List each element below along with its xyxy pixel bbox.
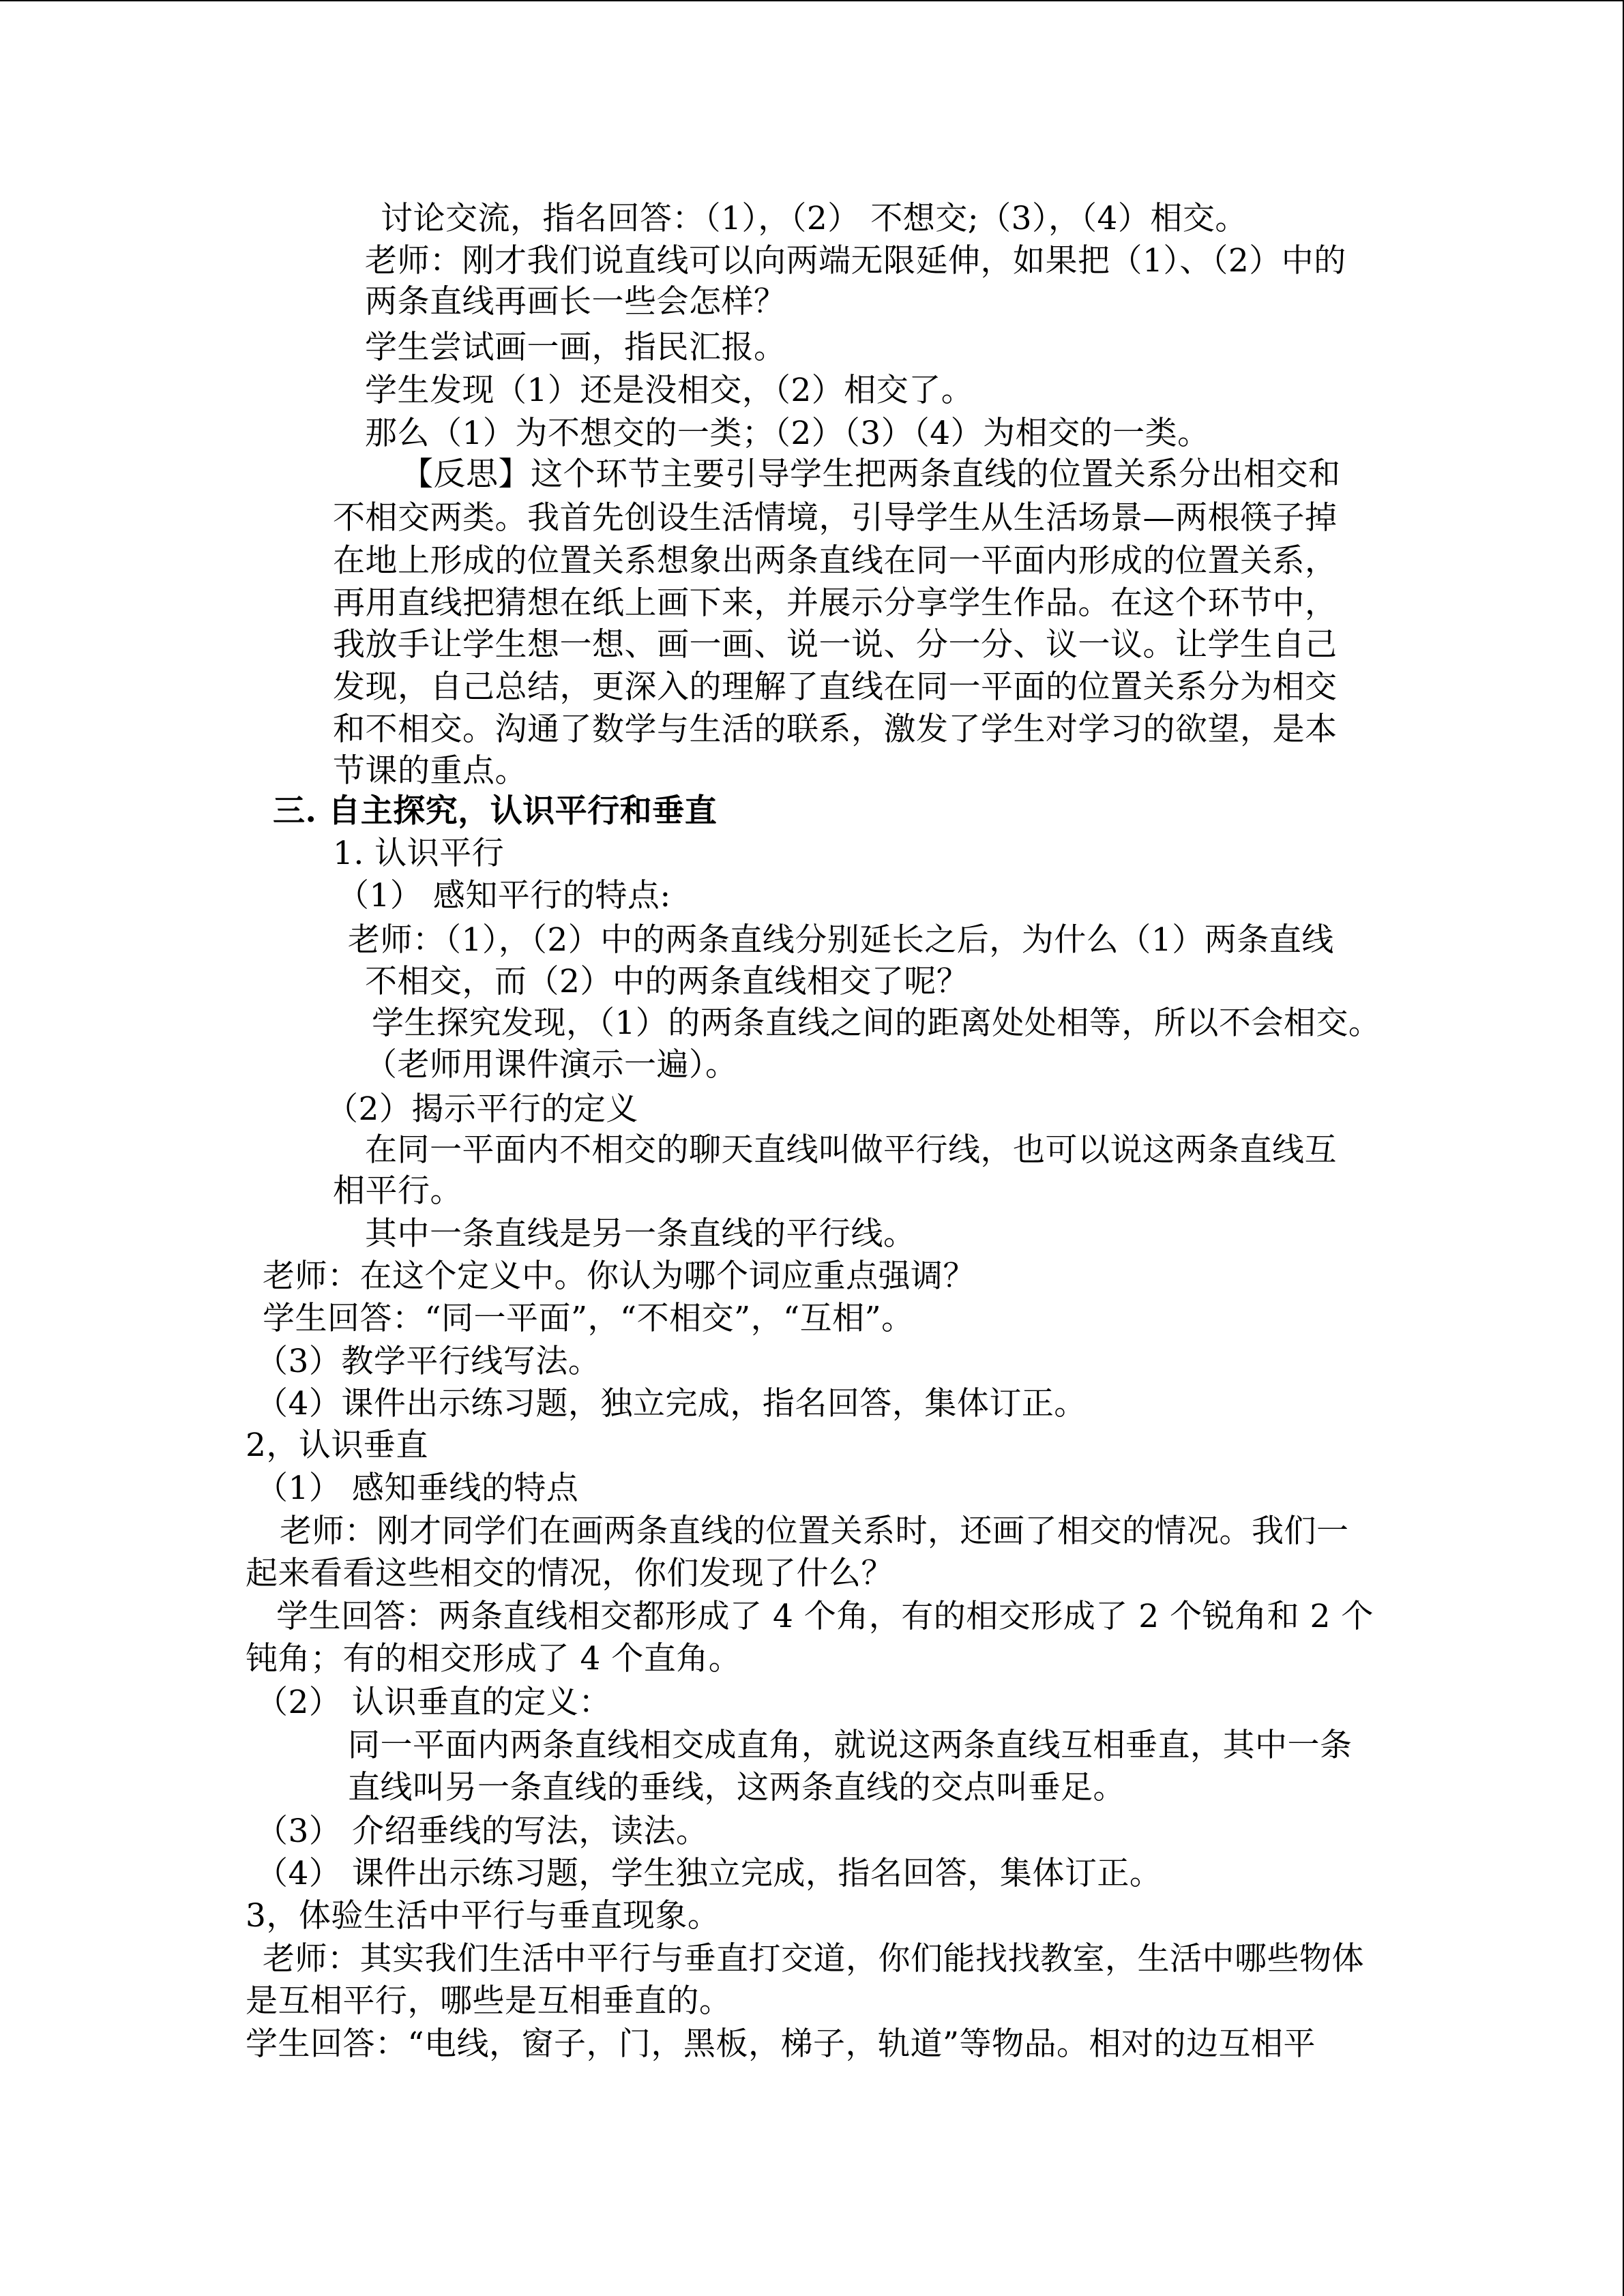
text-line-37: 同一平面内两条直线相交成直角，就说这两条直线互相垂直，其中一条	[348, 1727, 1353, 1764]
text-line-33: 起来看看这些相交的情况，你们发现了什么？	[246, 1555, 894, 1592]
text-line-20: 学生探究发现，（1）的两条直线之间的距离处处相等，所以不会相交。	[372, 1004, 1381, 1042]
text-line-3: 两条直线再画长一些会怎样？	[365, 283, 786, 320]
text-line-13: 和不相交。沟通了数学与生活的联系，激发了学生对学习的欲望，是本	[333, 711, 1338, 748]
text-line-38: 直线叫另一条直线的垂线，这两条直线的交点叫垂足。	[348, 1769, 1125, 1806]
text-line-12: 发现，自己总结，更深入的理解了直线在同一平面的位置关系分为相交	[333, 668, 1338, 706]
text-line-24: 相平行。	[333, 1172, 462, 1210]
text-line-2: 老师：刚才我们说直线可以向两端无限延伸，如果把（1）、（2）中的	[365, 242, 1346, 280]
text-line-27: 学生回答：“同一平面”，“不相交”，“互相”。	[263, 1300, 914, 1337]
text-line-14: 节课的重点。	[333, 752, 527, 790]
text-line-30: 2，认识垂直	[246, 1427, 428, 1464]
text-line-4: 学生尝试画一画，指民汇报。	[365, 329, 786, 366]
text-line-28: （3）教学平行线写法。	[256, 1343, 601, 1380]
section-heading-3: 三. 自主探究，认识平行和垂直	[273, 792, 718, 830]
text-line-35: 钝角；有的相交形成了 4 个直角。	[246, 1640, 741, 1678]
text-line-18: 老师：（1），（2）中的两条直线分别延长之后，为什么（1）两条直线	[348, 921, 1334, 959]
text-line-5: 学生发现（1）还是没相交，（2）相交了。	[365, 372, 974, 409]
text-line-36: （2） 认识垂直的定义：	[256, 1684, 611, 1721]
text-line-6: 那么（1）为不想交的一类；（2）（3）（4）为相交的一类。	[365, 415, 1210, 452]
text-line-1: 讨论交流，指名回答：（1），（2） 不想交;（3），（4）相交。	[381, 200, 1247, 237]
text-line-41: 3，体验生活中平行与垂直现象。	[246, 1897, 720, 1935]
text-line-25: 其中一条直线是另一条直线的平行线。	[365, 1215, 916, 1253]
text-line-23: 在同一平面内不相交的聊天直线叫做平行线，也可以说这两条直线互	[365, 1131, 1337, 1169]
text-line-31: （1） 感知垂线的特点	[256, 1470, 579, 1507]
text-line-9: 在地上形成的位置关系想象出两条直线在同一平面内形成的位置关系，	[333, 542, 1338, 580]
text-line-11: 我放手让学生想一想、画一画、说一说、分一分、议一议。让学生自己	[333, 626, 1338, 664]
text-line-40: （4） 课件出示练习题，学生独立完成，指名回答，集体订正。	[256, 1855, 1162, 1892]
text-line-26: 老师：在这个定义中。你认为哪个词应重点强调？	[263, 1257, 975, 1295]
text-line-32: 老师：刚才同学们在画两条直线的位置关系时，还画了相交的情况。我们一	[280, 1512, 1349, 1550]
text-line-39: （3） 介绍垂线的写法，读法。	[256, 1813, 709, 1850]
text-line-21: （老师用课件演示一遍）。	[365, 1046, 738, 1084]
text-line-22: （2）揭示平行的定义	[326, 1090, 638, 1128]
text-line-34: 学生回答：两条直线相交都形成了 4 个角，有的相交形成了 2 个锐角和 2 个	[276, 1598, 1374, 1635]
text-line-29: （4）课件出示练习题，独立完成，指名回答，集体订正。	[256, 1385, 1087, 1422]
text-line-8: 不相交两类。我首先创设生活情境，引导学生从生活场景—两根筷子掉	[333, 499, 1338, 537]
text-line-42: 老师：其实我们生活中平行与垂直打交道，你们能找找教室，生活中哪些物体	[263, 1940, 1364, 1978]
text-line-44: 学生回答：“电线，窗子，门，黑板，梯子，轨道”等物品。相对的边互相平	[246, 2025, 1316, 2063]
text-line-7: 【反思】这个环节主要引导学生把两条直线的位置关系分出相交和	[401, 456, 1341, 493]
text-line-43: 是互相平行，哪些是互相垂直的。	[246, 1982, 732, 2020]
text-line-17: （1） 感知平行的特点:	[337, 877, 671, 914]
text-line-16: 1. 认识平行	[333, 835, 505, 872]
text-line-19: 不相交，而（2）中的两条直线相交了呢？	[365, 963, 969, 1000]
text-line-10: 再用直线把猜想在纸上画下来，并展示分享学生作品。在这个环节中，	[333, 584, 1338, 622]
